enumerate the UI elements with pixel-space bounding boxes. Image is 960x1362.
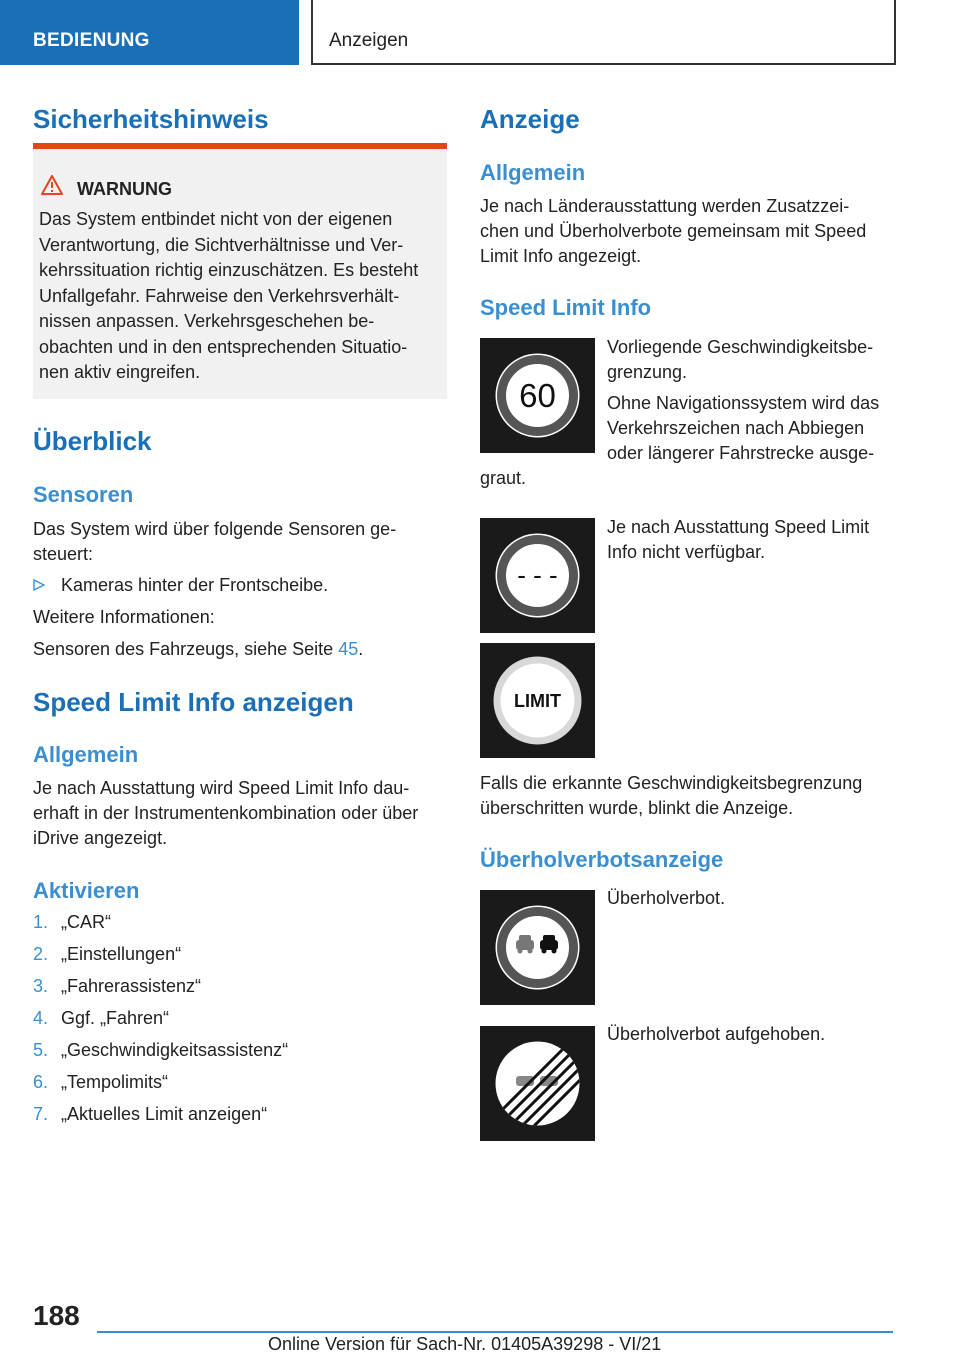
step-text: Ggf. „Fahren“ (61, 1008, 170, 1028)
sensors-text (33, 517, 447, 567)
step-text: „Aktuelles Limit anzeigen“ (61, 1104, 268, 1124)
step-text: „CAR“ (61, 912, 111, 932)
text-line: Verkehrszeichen nach Abbiegen (607, 418, 865, 438)
text-line: Je nach Ausstattung Speed Limit (607, 517, 870, 537)
show-heading: Speed Limit Info anzeigen (33, 687, 354, 717)
step-number: 1. (33, 912, 49, 932)
section-tab (0, 0, 299, 65)
more-info-text: Weitere Informationen: (33, 607, 215, 627)
speed-sign-icon (480, 338, 595, 453)
no-overtaking-sign (480, 890, 595, 1005)
warning-box (33, 143, 447, 399)
end-no-overtaking-icon (480, 1026, 595, 1141)
step-number: 4. (33, 1008, 49, 1028)
sign-value: - - - (517, 560, 558, 590)
warning-line: nissen anpassen. Verkehrsgeschehen be- (39, 311, 375, 331)
cross-reference (33, 637, 363, 662)
overtake-heading: Überholverbotsanzeige (480, 847, 724, 872)
warning-line: Das System entbindet nicht von der eigenen (39, 209, 393, 229)
general-heading-right: Allgemein (480, 160, 586, 185)
warning-triangle-icon (41, 175, 63, 195)
speed-limit-unavailable-sign (480, 518, 595, 633)
text-line: chen und Überholverbote gemeinsam mit Speed (480, 221, 867, 241)
flash-text (480, 771, 900, 821)
general-text (33, 776, 447, 851)
text-line: Je nach Länderausstattung werden Zusatzzei- (480, 196, 850, 216)
sign-value: 60 (519, 377, 556, 414)
warning-text (39, 207, 443, 386)
warning-line: nen aktiv eingreifen. (39, 362, 201, 382)
display-heading: Anzeige (480, 104, 580, 134)
overtake-end-text: Überholverbot aufgehoben. (607, 1024, 826, 1044)
text-line: erhaft in der Instrumentenkombination oder über (33, 803, 419, 823)
step-number: 2. (33, 944, 49, 964)
general-text-right (480, 194, 900, 269)
footer-text: Online Version für Sach-Nr. 01405A39298 - VI/21 (268, 1334, 662, 1354)
text-line: Limit Info angezeigt. (480, 246, 642, 266)
overtake-text: Überholverbot. (607, 888, 726, 908)
warning-line: Unfallgefahr. Fahrweise den Verkehrsverhält- (39, 285, 400, 306)
step-number: 6. (33, 1072, 49, 1092)
text-line: Je nach Ausstattung wird Speed Limit Info dau- (33, 778, 410, 798)
step-text: „Tempolimits“ (61, 1072, 169, 1092)
text-line: Vorliegende Geschwindigkeitsbe- (607, 337, 874, 357)
reference-text: Sensoren des Fahrzeugs, siehe Seite (33, 639, 339, 659)
text-line: oder längerer Fahrstrecke ausge- (607, 443, 875, 463)
page-link[interactable]: 45 (338, 639, 359, 659)
chapter-title: Anzeigen (329, 30, 409, 51)
step-text: „Geschwindigkeitsassistenz“ (61, 1040, 289, 1060)
text-line: überschritten wurde, blinkt die Anzeige. (480, 798, 794, 818)
text-line: steuert: (33, 544, 94, 564)
sli-text-2-end: graut. (480, 468, 527, 488)
warning-line: Verantwortung, die Sichtverhältnisse und Ver- (39, 234, 404, 255)
step-text: „Einstellungen“ (61, 944, 182, 964)
triangle-bullet-icon (33, 579, 45, 591)
text-line: Info nicht verfügbar. (607, 542, 766, 562)
sli-text-2 (607, 391, 907, 466)
text-line: iDrive angezeigt. (33, 828, 168, 848)
warning-line: obachten und in den entsprechenden Situatio- (39, 336, 408, 357)
sensors-heading: Sensoren (33, 482, 134, 507)
step-text: „Fahrerassistenz“ (61, 976, 202, 996)
page-number: 188 (33, 1300, 80, 1331)
step-number: 5. (33, 1040, 49, 1060)
sli-text-3 (607, 515, 907, 565)
limit-sign (480, 643, 595, 758)
warning-label: WARNUNG (77, 179, 172, 199)
speed-limit-60-sign (480, 338, 595, 453)
section-label: BEDIENUNG (33, 30, 150, 51)
reference-end: . (358, 639, 364, 659)
text-line: Falls die erkannte Geschwindigkeitsbegrenzung (480, 773, 863, 793)
text-line: Ohne Navigationssystem wird das (607, 393, 880, 413)
end-no-overtaking-sign (480, 1026, 595, 1141)
footer-divider (97, 1331, 893, 1333)
activate-heading: Aktivieren (33, 878, 140, 903)
general-heading: Allgemein (33, 742, 139, 767)
text-line: Das System wird über folgende Sensoren ge- (33, 519, 397, 539)
bullet-item: Kameras hinter der Frontscheibe. (61, 575, 329, 595)
step-number: 7. (33, 1104, 49, 1124)
limit-sign-icon (480, 643, 595, 758)
no-overtaking-icon (480, 890, 595, 1005)
sli-text-1 (607, 335, 907, 385)
unavailable-sign-icon (480, 518, 595, 633)
safety-heading: Sicherheitshinweis (33, 104, 269, 134)
sign-value: LIMIT (514, 691, 561, 711)
warning-line: kehrssituation richtig einzuschätzen. Es besteht (39, 260, 419, 280)
overview-heading: Überblick (33, 426, 152, 456)
sli-heading: Speed Limit Info (480, 295, 652, 320)
text-line: grenzung. (607, 362, 688, 382)
step-number: 3. (33, 976, 49, 996)
chapter-header (311, 0, 896, 65)
